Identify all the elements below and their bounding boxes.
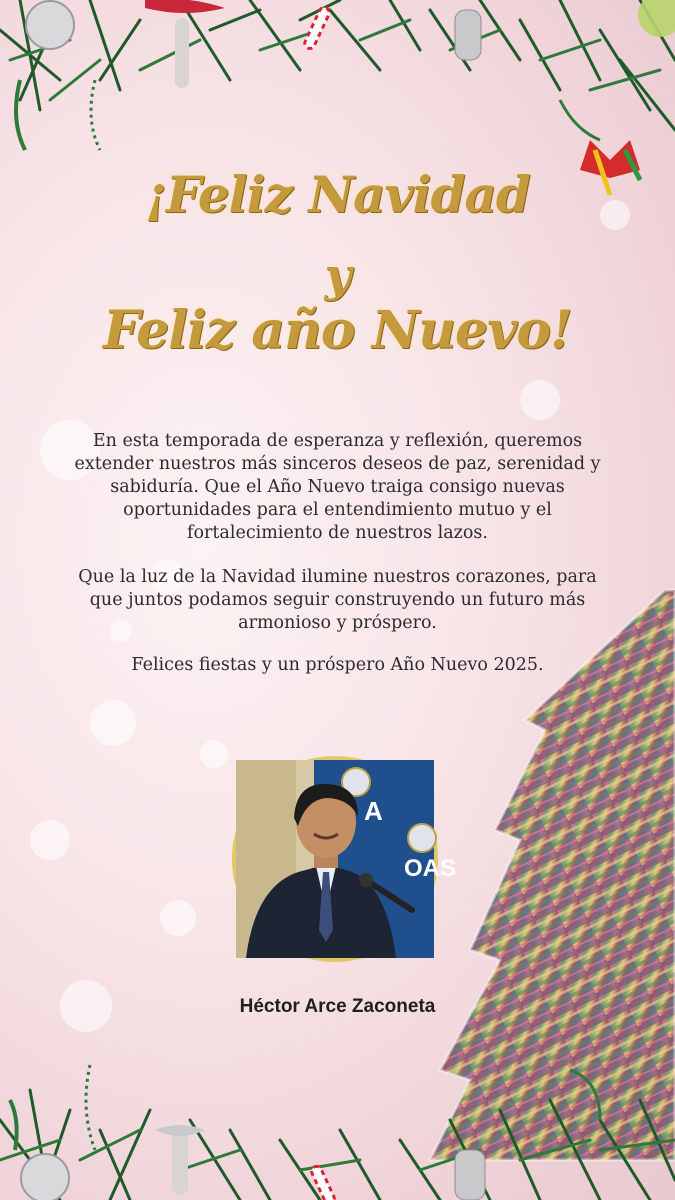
portrait-illustration: [236, 760, 457, 958]
greeting-line-2: y: [324, 248, 351, 302]
greeting-line-3: Feliz año Nuevo!: [103, 300, 572, 361]
message-paragraph-3: Felices fiestas y un próspero Año Nuevo 2025.: [131, 655, 544, 675]
message-paragraph-2: Que la luz de la Navidad ilumine nuestros corazones, para que juntos podamos seguir construyendo un futuro más armonioso y próspero.: [78, 567, 597, 633]
oas-logo-text: OAS: [404, 855, 457, 882]
portrait-photo: [232, 756, 457, 962]
signature-name: Héctor Arce Zaconeta: [239, 996, 436, 1017]
greeting-line-1: ¡Feliz Navidad: [145, 165, 530, 224]
message-paragraph-1: En esta temporada de esperanza y reflexión, queremos extender nuestros más sinceros deseos de paz, serenidad y sabiduría. Que el Año Nuevo traiga consigo nuevas oportunidades para el entendimiento mutuo y el fortalecimiento de nuestros lazos.: [74, 431, 601, 543]
backdrop-letter: A: [364, 796, 383, 826]
